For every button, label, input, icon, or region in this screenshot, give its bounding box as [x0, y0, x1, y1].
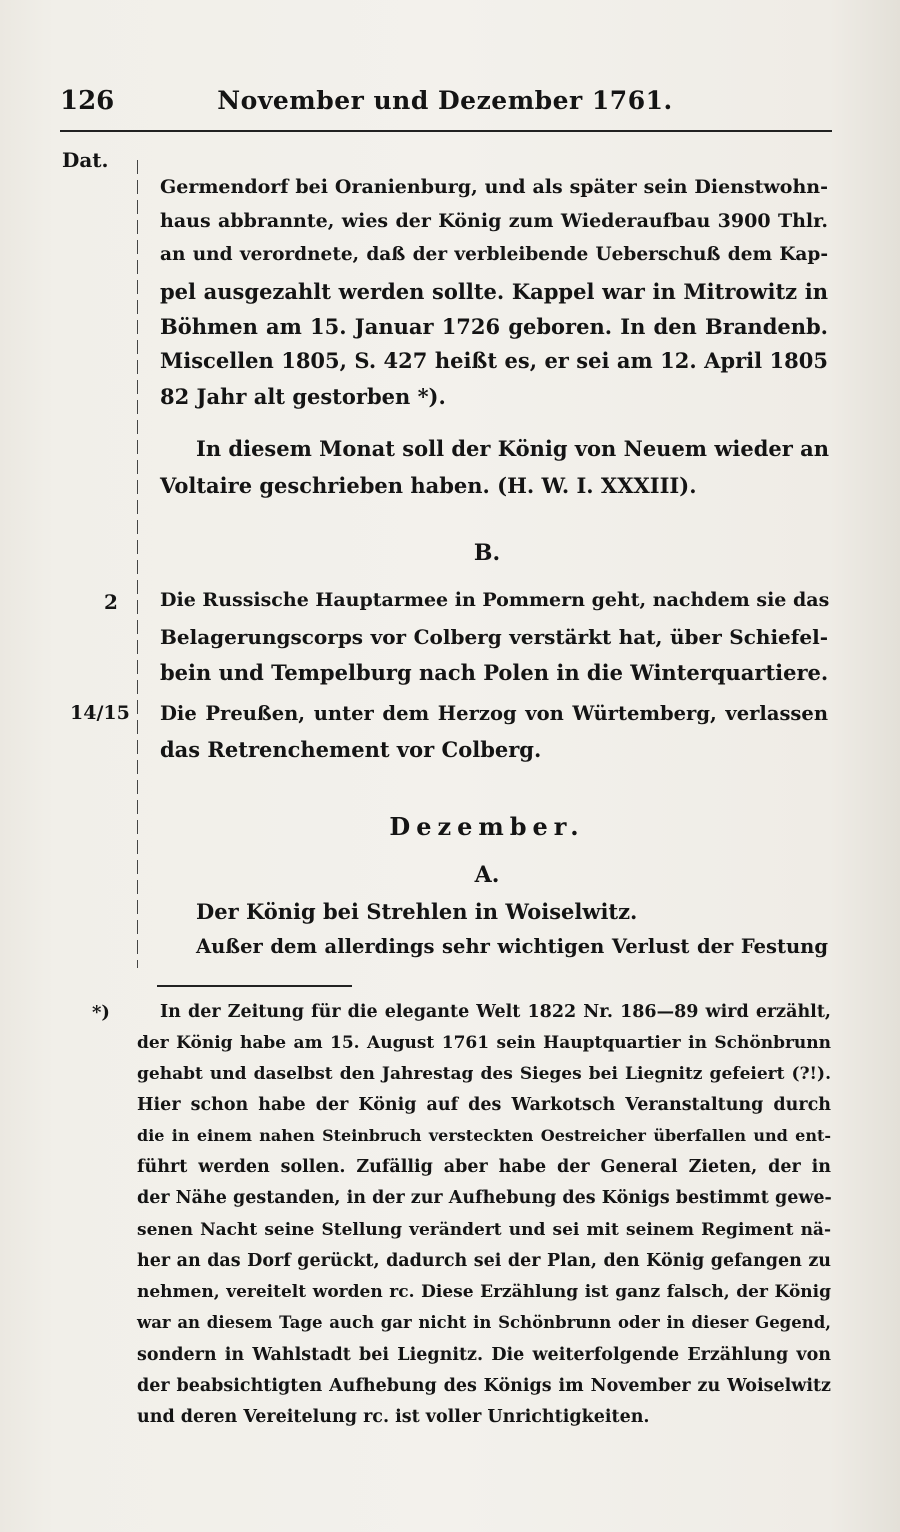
running-title: November und Dezember 1761.: [217, 86, 673, 115]
section-a-heading: A.: [474, 862, 500, 888]
footnote-line: gehabt und daselbst den Jahrestag des Sieges bei Liegnitz gefeiert (?!).: [137, 1064, 831, 1084]
date-2: 2: [104, 590, 118, 614]
body-line: an und verordnete, daß der verbleibende Ueberschuß dem Kap-: [160, 244, 828, 265]
header-rule: [60, 130, 832, 132]
body-line: Miscellen 1805, S. 427 heißt es, er sei am 12. April 1805: [160, 348, 828, 373]
footnote-line: und deren Vereitelung rc. ist voller Unrichtigkeiten.: [137, 1407, 650, 1427]
section-b-line: bein und Tempelburg nach Polen in die Winterquartiere.: [160, 660, 829, 685]
section-a-line: Außer dem allerdings sehr wichtigen Verlust der Festung: [196, 935, 828, 958]
body-line: Böhmen am 15. Januar 1726 geboren. In den Brandenb.: [160, 314, 828, 339]
footnote-marker: *): [92, 1002, 110, 1023]
month-heading: Dezember.: [389, 812, 585, 841]
body-line: pel ausgezahlt werden sollte. Kappel war in Mitrowitz in: [160, 279, 828, 304]
section-a-line: Der König bei Strehlen in Woiselwitz.: [196, 899, 638, 924]
footnote-rule: [157, 985, 352, 987]
footnote-line: nehmen, vereitelt worden rc. Diese Erzählung ist ganz falsch, der König: [137, 1282, 831, 1302]
footnote-line: der König habe am 15. August 1761 sein Hauptquartier in Schönbrunn: [137, 1033, 831, 1053]
page-header: [60, 86, 830, 126]
section-b-heading: B.: [473, 540, 501, 566]
footnote-line: führt werden sollen. Zufällig aber habe der General Zieten, der in: [137, 1157, 831, 1177]
footnote-line: senen Nacht seine Stellung verändert und sei mit seinem Regiment nä-: [137, 1220, 831, 1240]
footnote-line: her an das Dorf gerückt, dadurch sei der Plan, den König gefangen zu: [137, 1251, 831, 1271]
section-b-line: Belagerungscorps vor Colberg verstärkt hat, über Schiefel-: [160, 625, 828, 649]
footnote-line: der beabsichtigten Aufhebung des Königs im November zu Woiselwitz: [137, 1376, 831, 1396]
footnote-line: die in einem nahen Steinbruch versteckten Oestreicher überfallen und ent-: [137, 1126, 831, 1145]
section-b-line: das Retrenchement vor Colberg.: [160, 737, 542, 762]
footnote-line: Hier schon habe der König auf des Warkotsch Veranstaltung durch: [137, 1095, 831, 1115]
body-line: haus abbrannte, wies der König zum Wiederaufbau 3900 Thlr.: [160, 210, 828, 232]
section-b-line: Die Preußen, unter dem Herzog von Würtemberg, verlassen: [160, 702, 828, 725]
footnote-line: sondern in Wahlstadt bei Liegnitz. Die weiterfolgende Erzählung von: [137, 1345, 831, 1365]
footnote-line: In der Zeitung für die elegante Welt 1822 Nr. 186—89 wird erzählt,: [160, 1002, 831, 1022]
body-line: 82 Jahr alt gestorben *).: [160, 384, 446, 409]
body-line: In diesem Monat soll der König von Neuem wieder an: [196, 436, 830, 461]
date-column-label: Dat.: [62, 148, 109, 172]
date-14-15: 14/15: [70, 702, 130, 724]
footnote-line: der Nähe gestanden, in der zur Aufhebung des Königs bestimmt gewe-: [137, 1188, 832, 1208]
body-line: Germendorf bei Oranienburg, und als später sein Dienstwohn-: [160, 176, 828, 198]
footnote-line: war an diesem Tage auch gar nicht in Schönbrunn oder in dieser Gegend,: [137, 1313, 831, 1332]
section-b-line: Die Russische Hauptarmee in Pommern geht, nachdem sie das: [160, 589, 830, 611]
body-line: Voltaire geschrieben haben. (H. W. I. XXXIII).: [160, 473, 697, 498]
page-number: 126: [60, 86, 115, 116]
